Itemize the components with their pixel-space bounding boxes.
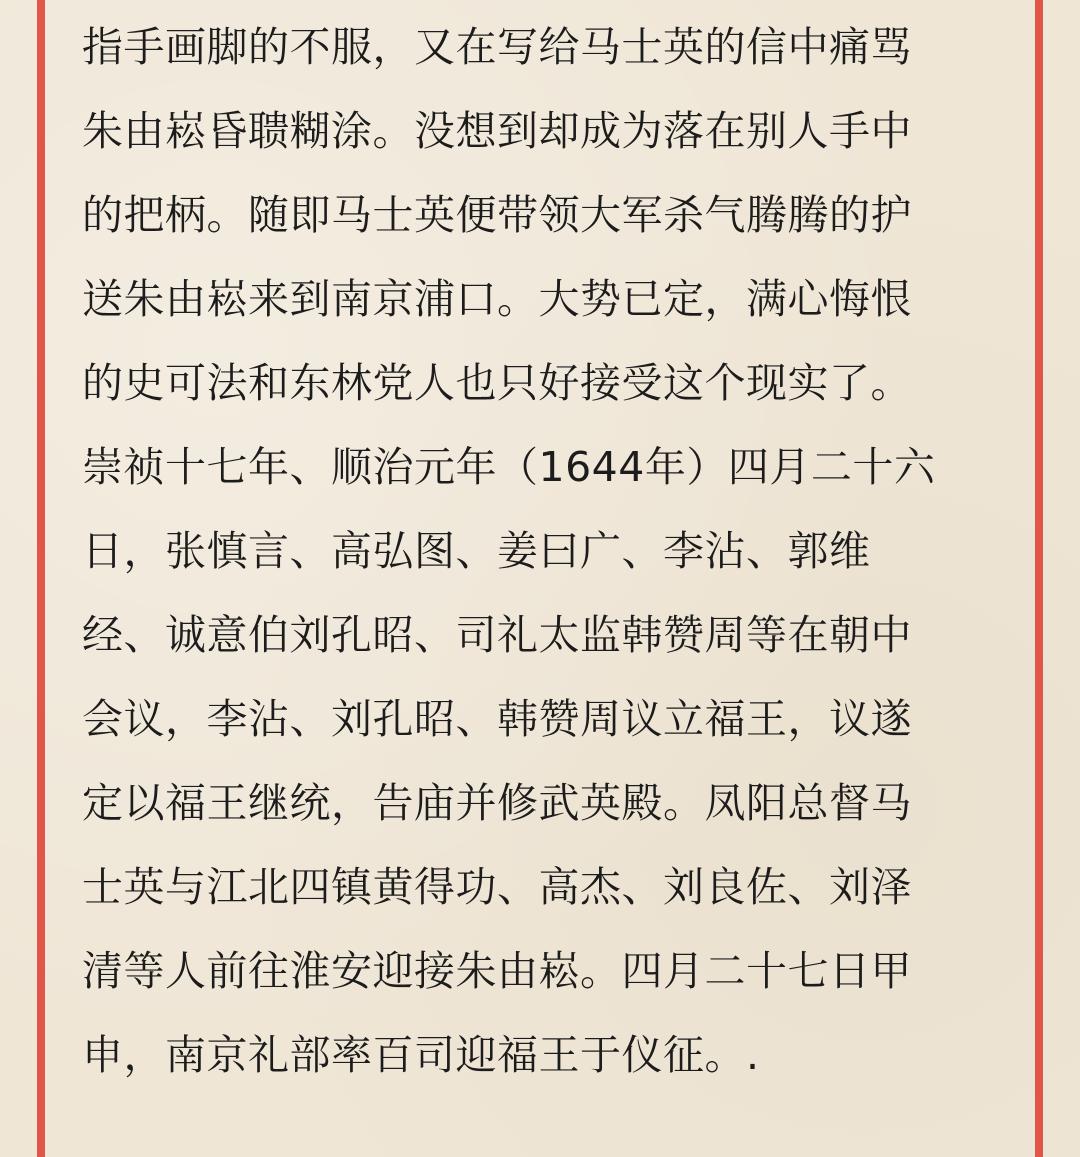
text-line: 会议，李沾、刘孔昭、韩赞周议立福王，议遂 xyxy=(82,695,912,743)
text-line: 的史可法和东林党人也只好接受这个现实了。 xyxy=(82,359,912,407)
text-line: 日，张慎言、高弘图、姜曰广、李沾、郭维 xyxy=(82,527,871,575)
text-line: 申，南京礼部率百司迎福王于仪征。. xyxy=(82,1031,760,1079)
text-line: 崇祯十七年、顺治元年（1644年）四月二十六 xyxy=(82,443,936,491)
text-line: 清等人前往淮安迎接朱由崧。四月二十七日甲 xyxy=(82,947,912,995)
text-body xyxy=(82,5,987,1097)
text-line: 士英与江北四镇黄得功、高杰、刘良佐、刘泽 xyxy=(82,863,912,911)
text-line: 经、诚意伯刘孔昭、司礼太监韩赞周等在朝中 xyxy=(82,611,912,659)
text-line: 送朱由崧来到南京浦口。大势已定，满心悔恨 xyxy=(82,275,912,323)
left-border-line xyxy=(37,0,45,1157)
text-line: 指手画脚的不服，又在写给马士英的信中痛骂 xyxy=(82,23,912,71)
text-line: 定以福王继统，告庙并修武英殿。凤阳总督马 xyxy=(82,779,912,827)
right-border-line xyxy=(1035,0,1043,1157)
text-line: 的把柄。随即马士英便带领大军杀气腾腾的护 xyxy=(82,191,912,239)
text-line: 朱由崧昏聩糊涂。没想到却成为落在别人手中 xyxy=(82,107,912,155)
